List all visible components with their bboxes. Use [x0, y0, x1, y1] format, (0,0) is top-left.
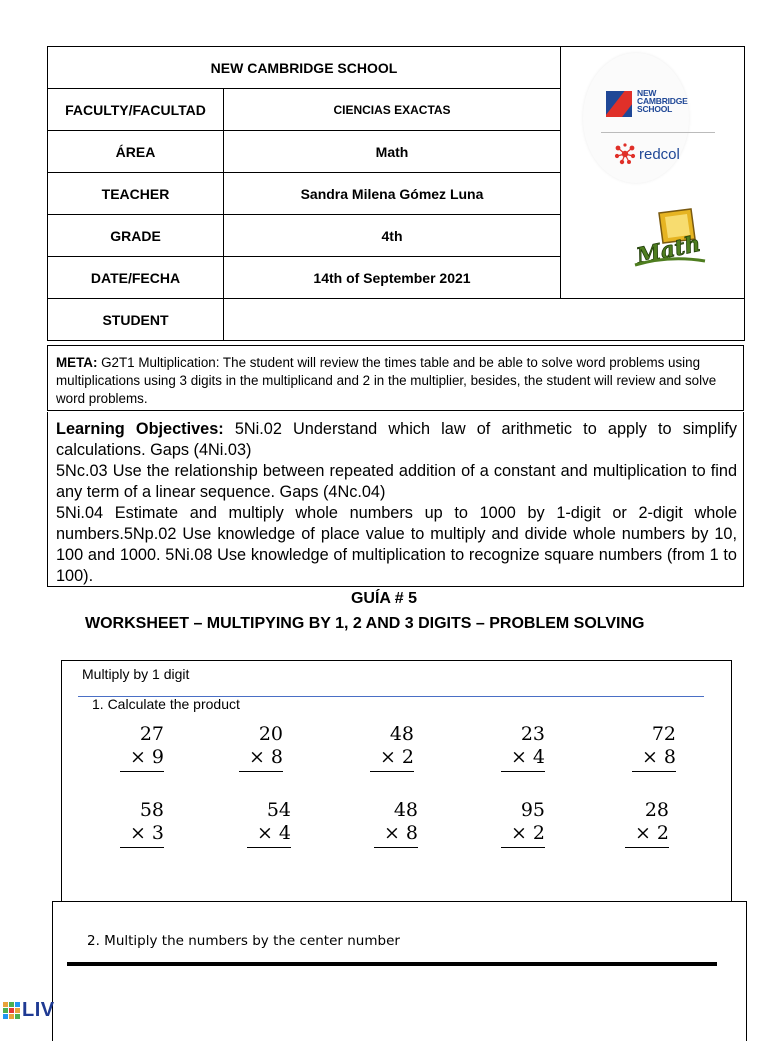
multiplicand: 28: [644, 799, 669, 821]
multiplicand: 58: [139, 799, 164, 821]
logo-cell: [561, 47, 745, 299]
multiplication-problem: [501, 723, 545, 772]
grade-label: GRADE: [48, 215, 224, 257]
redcol-network-icon: [613, 142, 637, 166]
ncs-emblem-icon: [606, 91, 632, 117]
brand-grid-icon: [3, 1002, 20, 1019]
area-value: Math: [224, 131, 561, 173]
faculty-label: FACULTY/FACULTAD: [48, 89, 224, 131]
multiplier: × 3: [120, 822, 164, 848]
multiplicand: 95: [520, 799, 545, 821]
multiplication-problem: [632, 723, 676, 772]
multiplier: × 2: [625, 822, 669, 848]
objective-text: 5Nc.03 Use the relationship between repeated addition of a constant and multiplication to find any term of a linear sequence. Gaps (4Nc.04): [56, 462, 737, 501]
math-logo-icon: [629, 205, 711, 271]
school-name: NEW CAMBRIDGE SCHOOL: [48, 47, 561, 89]
worksheet-title: WORKSHEET – MULTIPYING BY 1, 2 AND 3 DIGITS – PROBLEM SOLVING: [85, 615, 645, 632]
multiplication-problem: [120, 799, 164, 848]
redcol-wordmark: redcol: [639, 145, 680, 163]
brand-watermark[interactable]: [3, 998, 55, 1022]
objectives-label: Learning Objectives:: [56, 420, 224, 438]
multiplication-problem: [501, 799, 545, 848]
divider: [67, 962, 717, 966]
teacher-value: Sandra Milena Gómez Luna: [224, 173, 561, 215]
logo-line: NEW: [637, 88, 657, 98]
multiplicand: 27: [139, 723, 164, 745]
multiplicand: 23: [520, 723, 545, 745]
date-label: DATE/FECHA: [48, 257, 224, 299]
multiplicand: 48: [393, 799, 418, 821]
logo-divider: [601, 132, 715, 133]
meta-text: G2T1 Multiplication: The student will review the times table and be able to solve word problems using multiplications using 3 digits in the multiplicand and 2 in the multiplier, besides, the student will review and solve word problems.: [56, 355, 717, 406]
svg-text:Math: Math: [634, 230, 703, 270]
step-1-instruction: 1. Calculate the product: [92, 696, 240, 712]
teacher-label: TEACHER: [48, 173, 224, 215]
meta-box: [47, 345, 744, 411]
multiplication-problem: [120, 723, 164, 772]
multiplier: × 8: [239, 746, 283, 772]
step-2-instruction: 2. Multiply the numbers by the center number: [87, 933, 400, 949]
brand-text: LIV: [22, 998, 55, 1021]
multiplication-problem: [239, 723, 283, 772]
student-field[interactable]: [224, 299, 745, 341]
meta-label: META:: [56, 355, 98, 370]
learning-objectives-box: [47, 412, 744, 587]
multiply-by-1-digit-section: [61, 660, 732, 910]
objective-text: 5Ni.04 Estimate and multiply whole numbers up to 1000 by 1-digit or 2-digit whole numbers.5Np.02 Use knowledge of place value to multiply and divide whole numbers by 10, 100 and 1000. 5Ni.08 Use knowledge of multiplication to recognize square numbers (from 1 to 100).: [56, 504, 737, 585]
multiplicand: 20: [258, 723, 283, 745]
multiplication-problem: [370, 723, 414, 772]
multiplicand: 48: [389, 723, 414, 745]
multiply-by-center-number-section: [52, 901, 747, 1041]
redcol-logo: [613, 141, 680, 167]
multiplier: × 8: [632, 746, 676, 772]
student-label: STUDENT: [48, 299, 224, 341]
date-value: 14th of September 2021: [224, 257, 561, 299]
faculty-value: CIENCIAS EXACTAS: [224, 89, 561, 131]
multiplication-problem: [625, 799, 669, 848]
multiplicand: 72: [651, 723, 676, 745]
multiplier: × 9: [120, 746, 164, 772]
multiplier: × 2: [370, 746, 414, 772]
objective-text: 5Ni.02 Understand which law of arithmetic to apply to simplify calculations. Gaps (4Ni.03): [56, 420, 737, 459]
multiplier: × 4: [247, 822, 291, 848]
multiplication-problem: [374, 799, 418, 848]
multiplier: × 4: [501, 746, 545, 772]
multiplier: × 2: [501, 822, 545, 848]
guide-number: GUÍA # 5: [350, 590, 418, 607]
new-cambridge-school-logo: [606, 88, 714, 120]
logo-line: SCHOOL: [637, 104, 673, 114]
multiplier: × 8: [374, 822, 418, 848]
multiplication-problem: [247, 799, 291, 848]
grade-value: 4th: [224, 215, 561, 257]
area-label: ÁREA: [48, 131, 224, 173]
multiplicand: 54: [266, 799, 291, 821]
logo-line: CAMBRIDGE: [637, 96, 688, 106]
section-label: Multiply by 1 digit: [82, 666, 190, 682]
header-table: [47, 46, 745, 341]
